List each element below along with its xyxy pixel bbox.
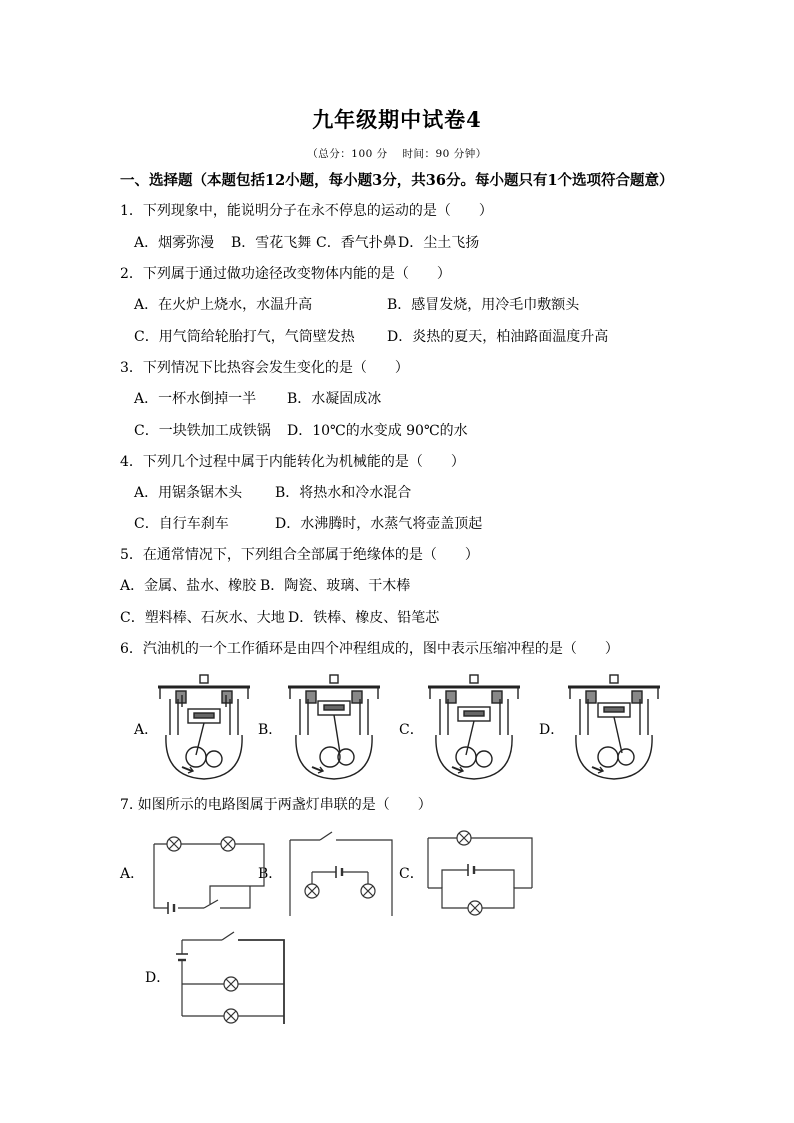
question-7-label-c: C． <box>399 866 424 882</box>
question-5-option-d: D．铁棒、橡皮、铅笔芯 <box>288 610 440 626</box>
question-7-label-b: B． <box>258 866 283 882</box>
question-3-option-d: D．10℃的水变成 90℃的水 <box>287 423 468 439</box>
question-1-stem: 1．下列现象中，能说明分子在永不停息的运动的是（ ） <box>120 203 493 219</box>
question-6-label-a: A． <box>134 722 159 738</box>
question-1-option-c: C．香气扑鼻 <box>316 235 397 251</box>
question-6-label-c: C． <box>399 722 424 738</box>
question-7-label-d: D． <box>145 970 171 986</box>
circuit-diagram-b <box>286 828 396 918</box>
question-4-stem: 4．下列几个过程中属于内能转化为机械能的是（ ） <box>120 454 465 470</box>
question-2-stem: 2．下列属于通过做功途径改变物体内能的是（ ） <box>120 266 451 282</box>
question-6-label-b: B． <box>258 722 283 738</box>
question-4-option-d: D．水沸腾时，水蒸气将壶盖顶起 <box>275 516 483 532</box>
engine-diagram-b <box>286 673 382 785</box>
question-7-stem: 7. 如图所示的电路图属于两盏灯串联的是（ ） <box>120 797 432 813</box>
question-1-option-b: B．雪花飞舞 <box>231 235 312 251</box>
question-2-option-c: C．用气筒给轮胎打气，气筒壁发热 <box>134 329 355 345</box>
question-2-option-a: A．在火炉上烧水，水温升高 <box>134 297 313 313</box>
exam-info: （总分：100 分 时间：90 分钟） <box>307 148 487 160</box>
circuit-diagram-c <box>424 826 536 918</box>
circuit-diagram-a <box>150 838 268 918</box>
question-7-label-a: A． <box>120 866 145 882</box>
engine-diagram-c <box>426 673 522 785</box>
question-3-option-a: A．一杯水倒掉一半 <box>134 391 257 407</box>
question-4-option-c: C．自行车刹车 <box>134 516 229 532</box>
question-5-option-b: B．陶瓷、玻璃、干木棒 <box>260 578 411 594</box>
question-5-option-a: A．金属、盐水、橡胶 <box>120 578 257 594</box>
question-1-option-d: D．尘土飞扬 <box>398 235 480 251</box>
question-2-option-d: D．炎热的夏天，柏油路面温度升高 <box>387 329 609 345</box>
question-2-option-b: B．感冒发烧，用冷毛巾敷额头 <box>387 297 580 313</box>
question-5-stem: 5．在通常情况下，下列组合全部属于绝缘体的是（ ） <box>120 547 479 563</box>
question-3-stem: 3．下列情况下比热容会发生变化的是（ ） <box>120 360 409 376</box>
engine-diagram-d <box>566 673 662 785</box>
question-6-stem: 6．汽油机的一个工作循环是由四个冲程组成的，图中表示压缩冲程的是（ ） <box>120 641 619 657</box>
question-5-option-c: C．塑料棒、石灰水、大地 <box>120 610 285 626</box>
question-3-option-c: C．一块铁加工成铁锅 <box>134 423 271 439</box>
question-3-option-b: B．水凝固成冰 <box>287 391 382 407</box>
question-6-label-d: D． <box>539 722 565 738</box>
question-4-option-a: A．用锯条锯木头 <box>134 485 243 501</box>
circuit-diagram-d <box>174 930 292 1026</box>
question-1-option-a: A．烟雾弥漫 <box>134 235 215 251</box>
engine-diagram-a <box>156 673 252 785</box>
question-4-option-b: B．将热水和冷水混合 <box>275 485 412 501</box>
page-title: 九年级期中试卷4 <box>312 107 482 132</box>
section-heading: 一、选择题（本题包括12小题，每小题3分，共36分。每小题只有1个选项符合题意） <box>120 172 674 189</box>
